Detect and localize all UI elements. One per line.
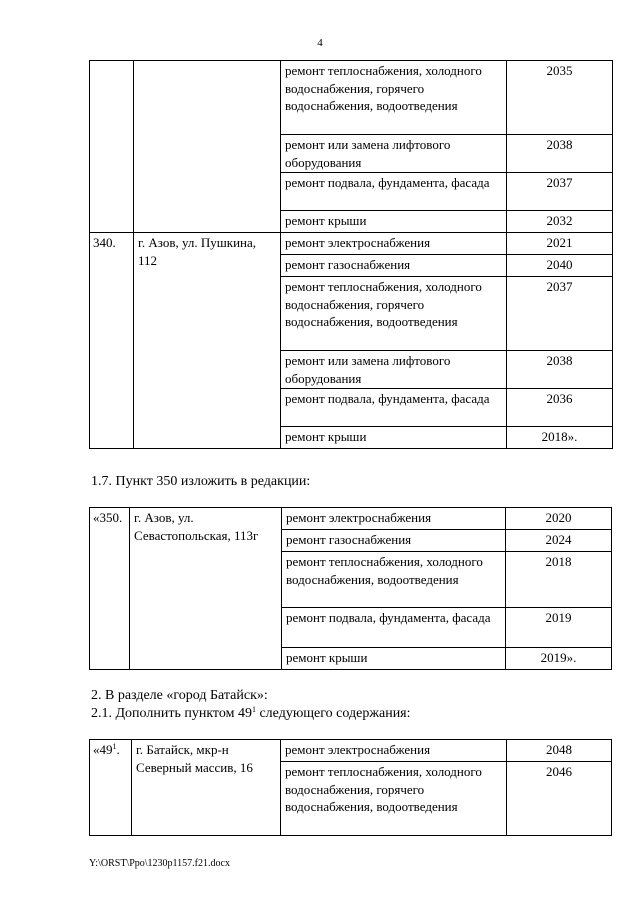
page-number: 4 — [317, 37, 323, 49]
work-year: 2018 — [506, 552, 612, 608]
work-type: ремонт теплоснабжения, холодного водоснабжения, горячего водоснабжения, водоотведения — [281, 61, 507, 135]
work-year: 2037 — [507, 173, 613, 211]
work-type: ремонт теплоснабжения, холодного водоснабжения, водоотведения — [282, 552, 506, 608]
work-year: 2046 — [507, 762, 612, 836]
table-row — [90, 61, 613, 135]
work-type: ремонт электроснабжения — [281, 740, 507, 762]
work-type: ремонт газоснабжения — [281, 255, 507, 277]
item-number: «350. — [90, 508, 130, 670]
work-year: 2038 — [507, 135, 613, 173]
paragraph-2: 2. В разделе «город Батайск»: — [91, 688, 268, 703]
work-year: 2037 — [507, 277, 613, 351]
work-type: ремонт или замена лифтового оборудования — [281, 351, 507, 389]
work-year: 2035 — [507, 61, 613, 135]
item-address: г. Батайск, мкр-н Северный массив, 16 — [132, 740, 281, 836]
paragraph-2-1-prefix: 2.1. Дополнить пунктом 49 — [91, 706, 252, 721]
work-year: 2020 — [506, 508, 612, 530]
repair-schedule-table-item-350 — [89, 507, 612, 670]
table-row — [90, 508, 612, 530]
work-type: ремонт электроснабжения — [281, 233, 507, 255]
paragraph-2-1-suffix: следующего содержания: — [255, 706, 411, 721]
item-address — [134, 61, 281, 233]
work-type: ремонт подвала, фундамента, фасада — [281, 173, 507, 211]
paragraph-1-7: 1.7. Пункт 350 изложить в редакции: — [91, 474, 311, 489]
work-type: ремонт крыши — [281, 211, 507, 233]
work-type: ремонт крыши — [282, 648, 506, 670]
work-type: ремонт теплоснабжения, холодного водоснабжения, горячего водоснабжения, водоотведения — [281, 762, 507, 836]
table-row — [90, 233, 613, 255]
table-row — [90, 740, 612, 762]
item-address: г. Азов, ул. Севастопольская, 113г — [130, 508, 282, 670]
item-number — [90, 61, 134, 233]
superscript: 1 — [112, 742, 117, 751]
work-type: ремонт или замена лифтового оборудования — [281, 135, 507, 173]
work-year: 2018». — [507, 427, 613, 449]
repair-schedule-table-continued — [89, 60, 613, 449]
work-type: ремонт теплоснабжения, холодного водоснабжения, горячего водоснабжения, водоотведения — [281, 277, 507, 351]
item-number: 340. — [90, 233, 134, 449]
paragraph-2-1 — [91, 705, 411, 723]
item-number: «$49^1$. — [90, 740, 132, 836]
work-year: 2038 — [507, 351, 613, 389]
work-year: 2032 — [507, 211, 613, 233]
work-year: 2040 — [507, 255, 613, 277]
work-year: 2024 — [506, 530, 612, 552]
superscript: 1 — [251, 705, 256, 714]
work-year: 2048 — [507, 740, 612, 762]
work-type: ремонт подвала, фундамента, фасада — [282, 608, 506, 648]
work-year: 2036 — [507, 389, 613, 427]
repair-schedule-table-item-49-1 — [89, 739, 612, 836]
work-type: ремонт электроснабжения — [282, 508, 506, 530]
file-path-footer: Y:\ORST\Ppo\1230p1157.f21.docx — [89, 858, 230, 869]
work-type: ремонт подвала, фундамента, фасада — [281, 389, 507, 427]
work-year: 2019». — [506, 648, 612, 670]
work-type: ремонт крыши — [281, 427, 507, 449]
work-year: 2019 — [506, 608, 612, 648]
work-type: ремонт газоснабжения — [282, 530, 506, 552]
item-address: г. Азов, ул. Пушкина, 112 — [134, 233, 281, 449]
work-year: 2021 — [507, 233, 613, 255]
